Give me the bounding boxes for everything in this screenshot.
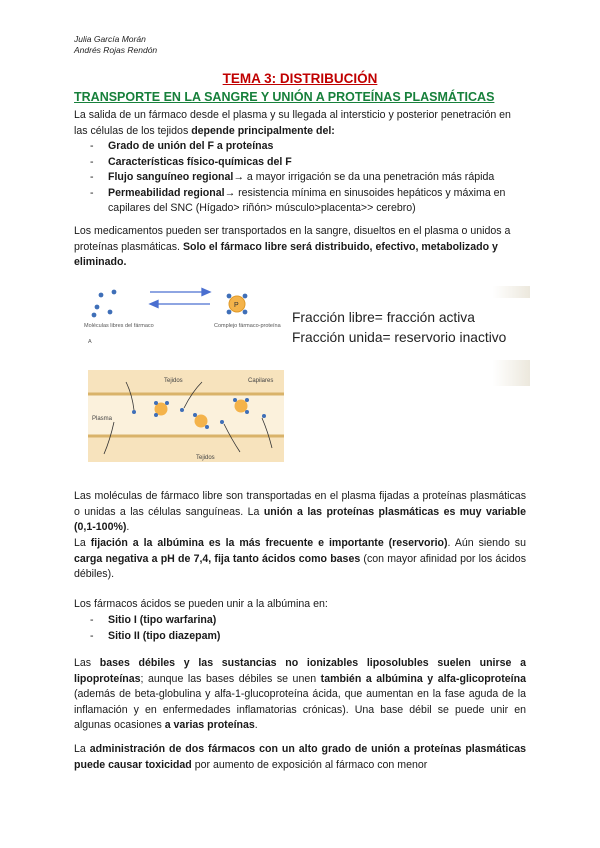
author-2: Andrés Rojas Rendón bbox=[74, 45, 158, 55]
author-1: Julia García Morán bbox=[74, 34, 146, 44]
list-item: - Sitio I (tipo warfarina) bbox=[90, 614, 217, 626]
transport-paragraph: Los medicamentos pueden ser transportados en la sangre, disueltos en el plasma o unidos a proteínas plasmáticas. Solo el fármaco libre será distribuido, efectivo, metabolizado y eliminado. bbox=[74, 225, 511, 269]
page-title: TEMA 3: DISTRIBUCIÓN bbox=[222, 71, 378, 86]
toxicity-paragraph: La administración de dos fármacos con un alto grado de unión a proteínas plasmáticas puede causar toxicidad por aumento de exposición al fármaco con menor bbox=[74, 743, 526, 771]
factors-list bbox=[74, 139, 526, 217]
intro-paragraph: La salida de un fármaco desde el plasma y su llegada al intersticio y posterior penetración en las células de los tejidos depende principalmente del: bbox=[74, 109, 511, 137]
binding-sites-list bbox=[74, 613, 526, 644]
free-molecules-paragraph: Las moléculas de fármaco libre son transportadas en el plasma fijadas a proteínas plasmáticas o unidas a las células sanguíneas. La unión a las proteínas plasmáticas es muy variable (0,1-100%). bbox=[74, 490, 526, 534]
fraction-box bbox=[288, 298, 536, 360]
authors bbox=[74, 34, 157, 56]
plasma-label: Plasma bbox=[92, 416, 113, 422]
free-molecules bbox=[92, 290, 117, 318]
capilares-label: Capilares bbox=[248, 378, 274, 384]
complex-label: Complejo fármaco-proteína bbox=[214, 323, 281, 329]
plasma-channel bbox=[88, 394, 284, 436]
list-item: - Características físico-químicas del F bbox=[90, 155, 292, 168]
list-item: - Flujo sanguíneo regional→ a mayor irrigación se da una penetración más rápida bbox=[90, 171, 495, 184]
list-item: - Permeabilidad regional→ resistencia mínima en sinusoides hepáticos y máxima en capilares del SNC (Hígado> riñón> músculo>placenta>> cerebro) bbox=[90, 186, 506, 215]
free-label-line: Moléculas libres del fármaco bbox=[84, 323, 154, 329]
equilibrium-arrows bbox=[150, 289, 210, 308]
albumin-paragraph: La fijación a la albúmina es la más frecuente e importante (reservorio). Aún siendo su carga negativa a pH de 7,4, fija tanto ácidos como bases (con mayor afinidad por los ácidos débiles). bbox=[74, 537, 526, 581]
tejidos-bottom-label: Tejidos bbox=[196, 455, 215, 461]
fraction-free-text: Fracción libre= fracción activa bbox=[292, 310, 475, 325]
acid-binding-intro: Los fármacos ácidos se pueden unir a la albúmina en: bbox=[74, 598, 328, 610]
list-item: - Grado de unión del F a proteínas bbox=[90, 140, 274, 152]
section-subtitle: TRANSPORTE EN LA SANGRE Y UNIÓN A PROTEÍNAS PLASMÁTICAS bbox=[74, 90, 495, 104]
distribution-figure bbox=[74, 282, 530, 467]
list-item: - Sitio II (tipo diazepam) bbox=[90, 629, 221, 642]
free-letter: A bbox=[88, 339, 92, 345]
bases-paragraph: Las bases débiles y las sustancias no ionizables liposolubles suelen unirse a lipoproteínas; aunque las bases débiles se unen también a albúmina y alfa-glicoproteína (además de beta-globulina y alfa-1-glucoproteína ácida, que aumentan en la fase aguda de la inflamación y en enfermedades inflamatorias crónicas). Una base débil se puede unir en algunas ocasiones a varias proteínas. bbox=[74, 657, 527, 732]
tejidos-top-label: Tejidos bbox=[164, 378, 183, 384]
fraction-bound-text: Fracción unida= reservorio inactivo bbox=[292, 330, 507, 345]
protein-letter: P bbox=[234, 302, 239, 309]
protein-complex bbox=[227, 294, 248, 315]
